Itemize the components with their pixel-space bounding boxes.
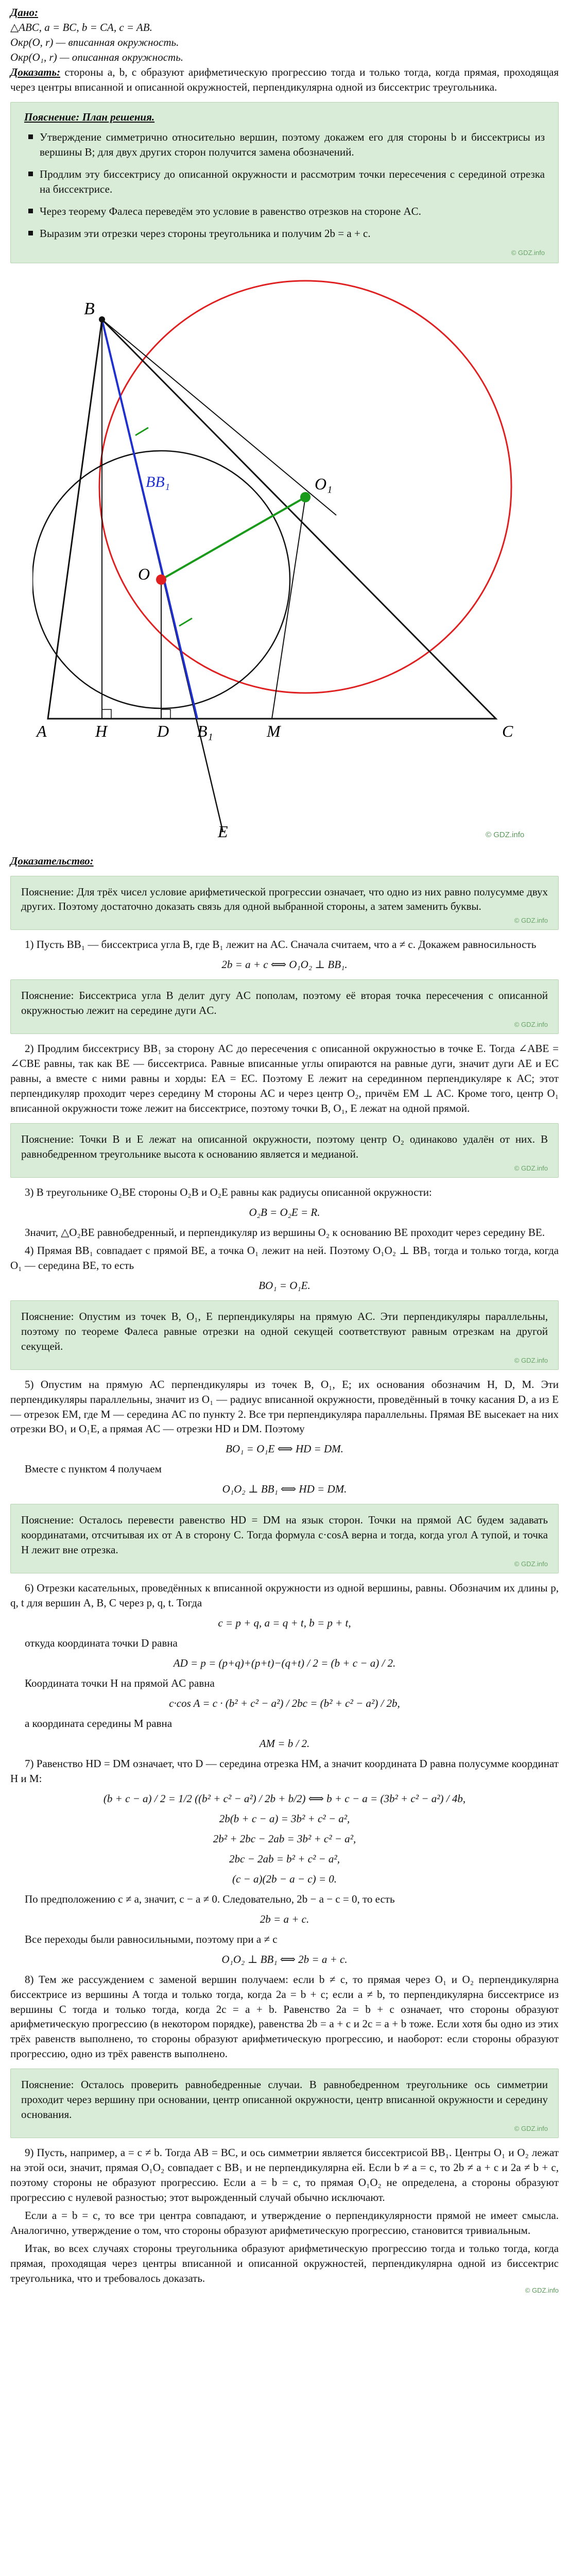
step-2: 2) Продлим биссектрису BB₁ за сторону AC до пересечения с описанной окружностью в точке E. Тогда ∠ABE = ∠CBE равны, так как BE — биссектриса. Равные вписанные углы опираются на равные дуги, значит дуги AE и EC равны, а вместе с ними равны и хорды: EA = EC. Поэтому E лежит на серединном перпендикуляре к AC; этот перпендикуляр проходит через середину M стороны AC и через центр O₂, причём EM ⊥ AC. Кроме того, центр O₁ вписанной окружности тоже лежит на биссектрисе, поэтому точки B, O₁, E лежат на одной прямой. — [10, 1042, 559, 1115]
label-o1: O₁ — [314, 474, 332, 493]
step-9b: Если a = b = c, то все три центра совпадают, и утверждение о перпендикулярности прямой не имеет смысла. Аналогично, утверждение о том, что стороны образуют арифметическую прогрессию, становится тривиальным. — [10, 2209, 559, 2237]
label-d: D — [157, 721, 169, 740]
note-box — [10, 1504, 559, 1573]
gdz-watermark: © GDZ.info — [514, 2125, 548, 2133]
equation-line: (b + c − a) / 2 = 1/2 ((b² + c² − a²) / 2b + b/2) ⟺ b + c − a = (3b² + c² − a²) / 4b, — [103, 1792, 466, 1805]
plan-item: Продлим эту биссектрису до описанной окружности и рассмотрим точки пересечения с серединой отрезка на биссектрисе. — [40, 167, 545, 197]
perp-o1m — [272, 497, 305, 719]
plan-list — [24, 130, 545, 241]
figure-svg — [32, 270, 537, 842]
point-o1 — [300, 492, 311, 502]
step-6b: откуда координата точки D равна — [25, 1637, 178, 1650]
gdz-watermark: © GDZ.info — [514, 917, 548, 925]
equation: BO₁ = O₁E. — [258, 1279, 311, 1292]
step-6d: а координата середины M равна — [25, 1717, 173, 1730]
tick-mark — [135, 428, 148, 435]
given-line: Окр(O₁, r) — описанная окружность. — [10, 50, 183, 63]
given-line: Окр(O, r) — вписанная окружность. — [10, 36, 179, 48]
step-3b: Значит, △O₂BE равнобедренный, и перпендикуляр из вершины O₂ к основанию BE проходит через середину BE. — [25, 1226, 545, 1239]
right-angle-mark — [161, 709, 170, 719]
label-m: M — [266, 721, 281, 740]
step-9c: Итак, во всех случаях стороны треугольника образуют арифметическую прогрессию тогда и только тогда, когда прямая, проходящая через центры вписанной и описанной окружностей, перпендикулярна одной из биссектрис треугольника, что и требовалось доказать. — [10, 2242, 559, 2284]
prove-label: Доказать: — [10, 65, 61, 78]
given-title: Дано: — [10, 6, 38, 19]
step-5b: Вместе с пунктом 4 получаем — [25, 1463, 162, 1476]
point-b — [99, 316, 105, 323]
gdz-watermark: © GDZ.info — [514, 1021, 548, 1029]
plan-item: Выразим эти отрезки через стороны треугольника и получим 2b = a + c. — [40, 226, 545, 241]
label-b: B — [83, 299, 95, 318]
equation-line: (c − a)(2b − a − c) = 0. — [232, 1872, 337, 1885]
label-b1: B₁ — [197, 721, 213, 740]
step-5: 5) Опустим на прямую AC перпендикуляры из точек B, O₁, E; их основания обозначим H, D, M. Эти перпендикуляры параллельны, значит из O₁ — радиус вписанной окружности, проведённый в точку касания D, а из E — отрезок EM, где M — середина AC по пункту 2. Все три перпендикуляра параллельны. Прямая BE высекает на них отрезки BO₁ и O₁E, а прямая AC — отрезки HD и DM. Поэтому — [10, 1378, 559, 1435]
note-text: Пояснение: Осталось проверить равнобедренные случаи. В равнобедренном треугольнике ось симметрии проходит через вершину при основании, центр описанной окружности, центр вписанной окружности и середину основания. — [21, 2078, 548, 2121]
step-9: 9) Пусть, например, a = c ≠ b. Тогда AB = BC, и ось симметрии является биссектрисой BB₁. Центры O₁ и O₂ лежат на этой оси, значит, прямая O₁O₂ совпадает с BB₁ и не перпендикулярна ей. Если b ≠ a = c, то 2b ≠ a + c и 2a ≠ b + c, поэтому стороны не образуют прогрессию. Если a = b = c, то прямая O₁O₂ не определена, а стороны образуют прогрессию с нулевой разностью; этот вырожденный случай обычно исключают. — [10, 2146, 559, 2204]
bisector-bb1 — [102, 319, 197, 719]
step-6c: Координата точки H на прямой AC равна — [25, 1677, 215, 1690]
step-6: 6) Отрезки касательных, проведённых к вписанной окружности из одной вершины, равны. Обозначим их длины p, q, t для вершин A, B, C через p, q, t. Тогда — [10, 1582, 559, 1609]
step-7c: Все переходы были равносильными, поэтому при a ≠ c — [25, 1933, 278, 1945]
label-bb1: BB₁ — [145, 473, 170, 490]
equation: O₁O₂ ⊥ BB₁ ⟺ 2b = a + c. — [221, 1953, 348, 1965]
equation: O₁O₂ ⊥ BB₁ ⟺ HD = DM. — [222, 1483, 347, 1496]
triangle-abc — [48, 319, 496, 719]
note-text: Пояснение: Осталось перевести равенство HD = DM на язык сторон. Точки на прямой AC будем задавать координатами, отсчитывая их от A в сторону C. Тогда формула c·cosA верна и тогда, когда угол A тупой, и точка H лежит вне отрезка. — [21, 1514, 548, 1556]
equation-line: 2bc − 2ab = b² + c² − a², — [229, 1852, 340, 1865]
equation: AD = p = (p+q)+(p+t)−(q+t) / 2 = (b + c − a) / 2. — [173, 1657, 396, 1670]
tick-mark — [179, 618, 192, 626]
equation: c = p + q, a = q + t, b = p + t, — [218, 1617, 351, 1630]
step-7b: По предположению c ≠ a, значит, c − a ≠ 0. Следовательно, 2b − a − c = 0, то есть — [25, 1892, 395, 1905]
proof-title: Доказательство: — [10, 854, 94, 867]
given-line: △ABC, a = BC, b = CA, c = AB. — [10, 21, 152, 33]
prove-text: стороны a, b, c образуют арифметическую прогрессию тогда и только тогда, когда прямая, проходящая через центры вписанной и описанной окружностей, перпендикулярна одной из биссектрис треугольника. — [10, 65, 559, 93]
plan-head: Пояснение: План решения. — [24, 110, 155, 123]
note-box — [10, 979, 559, 1034]
gdz-watermark: © GDZ.info — [514, 1356, 548, 1364]
equation: BO₁ = O₁E ⟺ HD = DM. — [226, 1443, 343, 1455]
step-7: 7) Равенство HD = DM означает, что D — середина отрезка HM, а значит координата D равна полусумме координат H и M: — [10, 1757, 559, 1785]
plan-item: Утверждение симметрично относительно вершин, поэтому докажем его для стороны b и биссектрисы из вершины B; для двух других сторон получится замена обозначений. — [40, 130, 545, 160]
equation: O₂B = O₂E = R. — [249, 1206, 320, 1218]
step-3: 3) В треугольнике O₂BE стороны O₂B и O₂E равны как радиусы описанной окружности: — [25, 1185, 432, 1198]
equation: 2b = a + c ⟺ O₁O₂ ⊥ BB₁. — [221, 958, 348, 971]
plan-box — [10, 102, 559, 263]
gdz-watermark: © GDZ.info — [514, 1560, 548, 1568]
gdz-watermark: © GDZ.info — [514, 1164, 548, 1172]
step-1: 1) Пусть BB₁ — биссектриса угла B, где B₁ лежит на AC. Сначала считаем, что a ≠ c. Докажем равносильность — [25, 938, 537, 951]
note-box — [10, 876, 559, 930]
equation-line: 2b(b + c − a) = 3b² + c² − a², — [219, 1812, 350, 1825]
equation: c·cos A = c · (b² + c² − a²) / 2bc = (b² + c² − a²) / 2b, — [169, 1697, 400, 1709]
equation: AM = b / 2. — [259, 1737, 310, 1750]
point-o — [156, 574, 166, 585]
equation: 2b = a + c. — [260, 1912, 309, 1925]
plan-item: Через теорему Фалеса переведём это условие в равенство отрезков на стороне AC. — [40, 204, 545, 219]
note-text: Пояснение: Для трёх чисел условие арифметической прогрессии означает, что одно из них равно полусумме двух других. Поэтому достаточно доказать связь для одной выбранной стороны, а затем заменить буквы. — [21, 885, 548, 913]
label-a: A — [36, 721, 47, 740]
note-box — [10, 2069, 559, 2138]
gdz-watermark: © GDZ.info — [525, 2286, 559, 2294]
step-4: 4) Прямая BB₁ совпадает с прямой BE, а точка O₁ лежит на ней. Поэтому O₁O₂ ⊥ BB₁ тогда и только тогда, когда O₁ — середина BE, то есть — [10, 1244, 559, 1272]
line-b-o1 — [102, 319, 336, 515]
given-block — [10, 5, 559, 95]
right-angle-mark — [102, 709, 111, 719]
label-o: O — [137, 564, 150, 583]
note-box — [10, 1300, 559, 1370]
note-text: Пояснение: Опустим из точек B, O₁, E перпендикуляры на прямую AC. Эти перпендикуляры параллельны, поэтому по теореме Фалеса равные отрезки на одной секущей соответствуют равным отрезкам на другой секущей. — [21, 1310, 548, 1352]
step-8: 8) Тем же рассуждением с заменой вершин получаем: если b ≠ c, то прямая через O₁ и O₂ перпендикулярна биссектрисе из вершины A тогда и только тогда, когда 2a = b + c; если a ≠ b, то перпендикулярна биссектрисе из вершины C тогда и только тогда, когда 2c = a + b. Равенство 2a = b + c означает, что стороны образуют арифметическую прогрессию (в некотором порядке), равенства 2b = a + c и 2c = a + b тоже. Если хотя бы одно из этих трёх равенств выполнено, то стороны образуют арифметическую прогрессию, и наоборот: если стороны образуют прогрессию, одно из трёх равенств выполнено. — [10, 1973, 559, 2060]
note-text: Пояснение: Точки B и E лежат на описанной окружности, поэтому центр O₂ одинаково удалён от них. В равнобедренном треугольнике высота к основанию является и медианой. — [21, 1133, 548, 1160]
note-box — [10, 1123, 559, 1178]
gdz-watermark: © GDZ.info — [511, 248, 545, 257]
note-text: Пояснение: Биссектриса угла B делит дугу AC пополам, поэтому её вторая точка пересечения с описанной окружностью лежит на середине дуги AC. — [21, 989, 548, 1017]
label-h: H — [95, 721, 107, 740]
label-e: E — [217, 822, 228, 841]
geometry-figure — [32, 270, 537, 842]
equation-line: 2b² + 2bc − 2ab = 3b² + c² − a², — [213, 1832, 356, 1845]
label-c: C — [502, 721, 513, 740]
gdz-watermark: © GDZ.info — [485, 830, 524, 839]
